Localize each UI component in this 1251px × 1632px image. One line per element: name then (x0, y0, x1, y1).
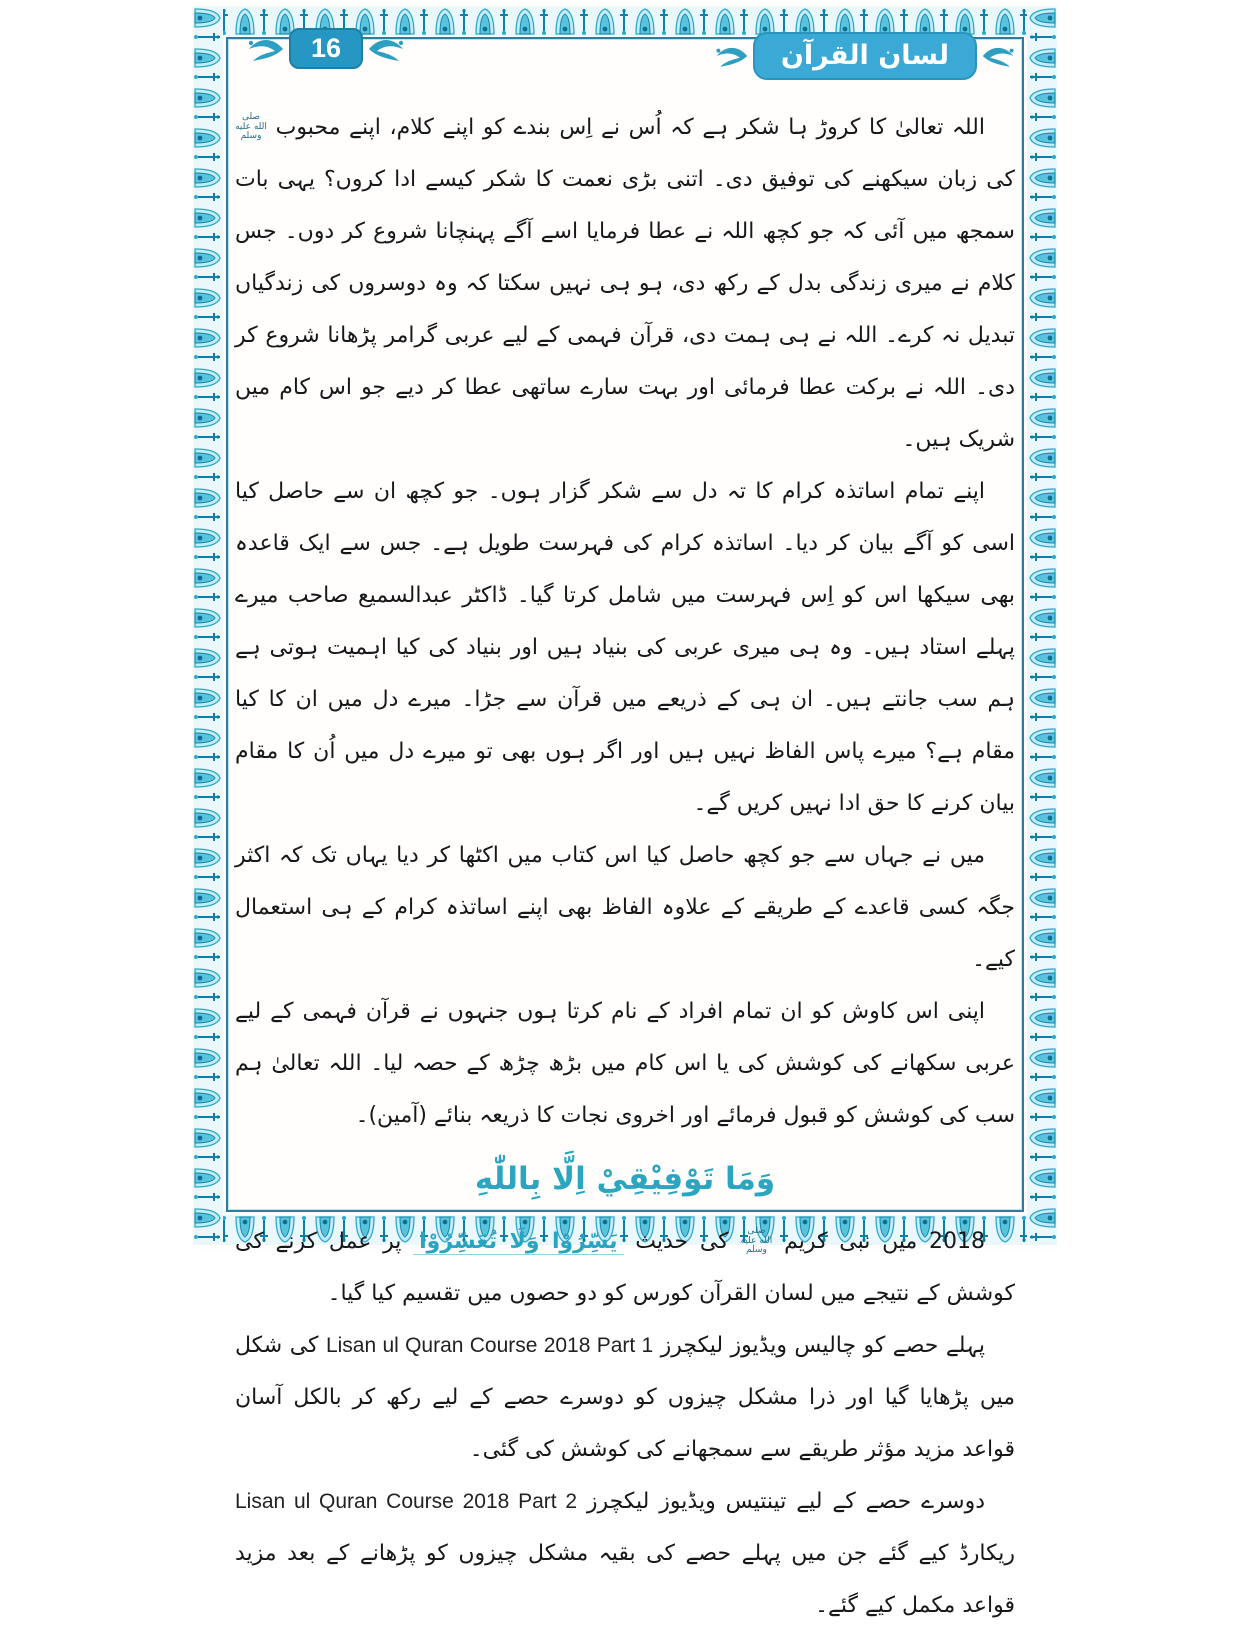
flourish-right-icon (367, 29, 407, 69)
flourish-right-icon (981, 34, 1017, 78)
book-title-badge: لسان القرآن (753, 32, 977, 80)
paragraph-6 (235, 1320, 1015, 1476)
urdu-text: میں نے جہاں سے جو کچھ حاصل کیا اس کتاب میں اکٹھا کر دیا یہاں تک کہ اکثر جگہ کسی قاعدے کے طریقے کے علاوہ الفاظ بھی اپنے اساتذہ کرام کے ہی استعمال کیے۔ (235, 843, 1015, 972)
urdu-text: پہلے حصے کو چالیس ویڈیوز لیکچرز (653, 1333, 986, 1358)
centered-verse (235, 1144, 1015, 1214)
paragraph-3 (235, 830, 1015, 986)
page-number-badge: 16 (289, 28, 363, 69)
paragraph-5 (235, 1216, 1015, 1320)
honorific-mark: صلى الله عليه وسلم (235, 112, 267, 141)
urdu-text: کی حدیث (623, 1229, 741, 1254)
book-page (193, 0, 1057, 1618)
paragraph-1 (235, 102, 1015, 466)
paragraph-2 (235, 466, 1015, 830)
urdu-text: وَمَا تَوْفِيْقِيْ اِلَّا بِاللّٰهِ (474, 1161, 776, 1197)
urdu-text: اپنے تمام اساتذہ کرام کا تہ دل سے شکر گزار ہوں۔ جو کچھ ان سے حاصل کیا اسی کو آگے بیان کر دیا۔ اساتذہ کرام کی فہرست طویل ہے۔ جس سے ایک قاعدہ بھی سیکھا اس کو اِس فہرست میں شامل کرتا گیا۔ ڈاکٹر عبدالسمیع صاحب میرے پہلے استاد ہیں۔ وہ ہی میری عربی کی بنیاد ہیں اور بنیاد کی کیا اہمیت ہوتی ہے ہم سب جانتے ہیں۔ ان ہی کے ذریعے میں قرآن سے جڑا۔ میرے دل میں ان کا کیا مقام ہے؟ میرے پاس الفاظ نہیں ہیں اور اگر ہوں بھی تو میرے دل میں اُن کا مقام بیان کرنے کا حق ادا نہیں کریں گے۔ (235, 479, 1015, 816)
urdu-text: کی زبان سیکھنے کی توفیق دی۔ اتنی بڑی نعمت کا شکر کیسے ادا کروں؟ یہی بات سمجھ میں آئی کہ جو کچھ اللہ نے عطا فرمایا اسے آگے پہنچانا شروع کر دوں۔ جس کلام نے میری زندگی بدل کے رکھ دی، ہو ہی نہیں سکتا کہ وہ دوسروں کی زندگیاں تبدیل نہ کرے۔ اللہ نے ہی ہمت دی، قرآن فہمی کے لیے عربی گرامر پڑھانا شروع کر دی۔ اللہ نے برکت عطا فرمائی اور بہت سارے ساتھی عطا کر دیے جو اس کام میں شریک ہیں۔ (235, 167, 1015, 452)
urdu-text: دوسرے حصے کے لیے تینتیس ویڈیوز لیکچرز (577, 1489, 985, 1514)
page-number-group (245, 28, 407, 69)
hadith-arabic-text: يَسِّرُوْا وَلَا تُعَسِّرُوْا (413, 1229, 623, 1255)
english-course-title: Lisan ul Quran Course 2018 Part 1 (325, 1334, 654, 1357)
urdu-text: اپنی اس کاوش کو ان تمام افراد کے نام کرتا ہوں جنہوں نے قرآن فہمی کے لیے عربی سکھانے کی کوشش کی یا اس کام میں بڑھ چڑھ کے حصہ لیا۔ اللہ تعالیٰ ہم سب کی کوشش کو قبول فرمائے اور اخروی نجات کا ذریعہ بنائے (آمین)۔ (235, 999, 1015, 1128)
book-title-group (713, 32, 1017, 80)
paragraph-4 (235, 986, 1015, 1142)
border-ornament-right (1027, 6, 1057, 1245)
english-course-title: Lisan ul Quran Course 2018 Part 2 (235, 1490, 578, 1513)
honorific-mark: صلى الله عليه وسلم (740, 1226, 773, 1255)
flourish-left-icon (713, 34, 749, 78)
urdu-text: اللہ تعالیٰ کا کروڑ ہا شکر ہے کہ اُس نے اِس بندے کو اپنے کلام، اپنے محبوب (267, 115, 985, 140)
paragraph-7 (235, 1476, 1015, 1632)
urdu-text: ریکارڈ کیے گئے جن میں پہلے حصے کی بقیہ مشکل چیزوں کو پڑھانے کے بعد مزید قواعد مکمل کیے گئے۔ (235, 1541, 1015, 1618)
urdu-text: پر عمل کرنے کی کوشش کے نتیجے میں لسان القرآن کورس کو دو حصوں میں تقسیم کیا گیا۔ (235, 1229, 1015, 1306)
urdu-text: 2018 میں نبی کریم (772, 1229, 985, 1254)
urdu-text: کی شکل میں پڑھایا گیا اور ذرا مشکل چیزوں کو دوسرے حصے کے لیے رکھ کر بالکل آسان قواعد مزید مؤثر طریقے سے سمجھانے کی کوشش کی گئی۔ (235, 1333, 1015, 1462)
flourish-left-icon (245, 29, 285, 69)
paragraphs (235, 102, 1015, 1618)
border-ornament-left (193, 6, 223, 1245)
